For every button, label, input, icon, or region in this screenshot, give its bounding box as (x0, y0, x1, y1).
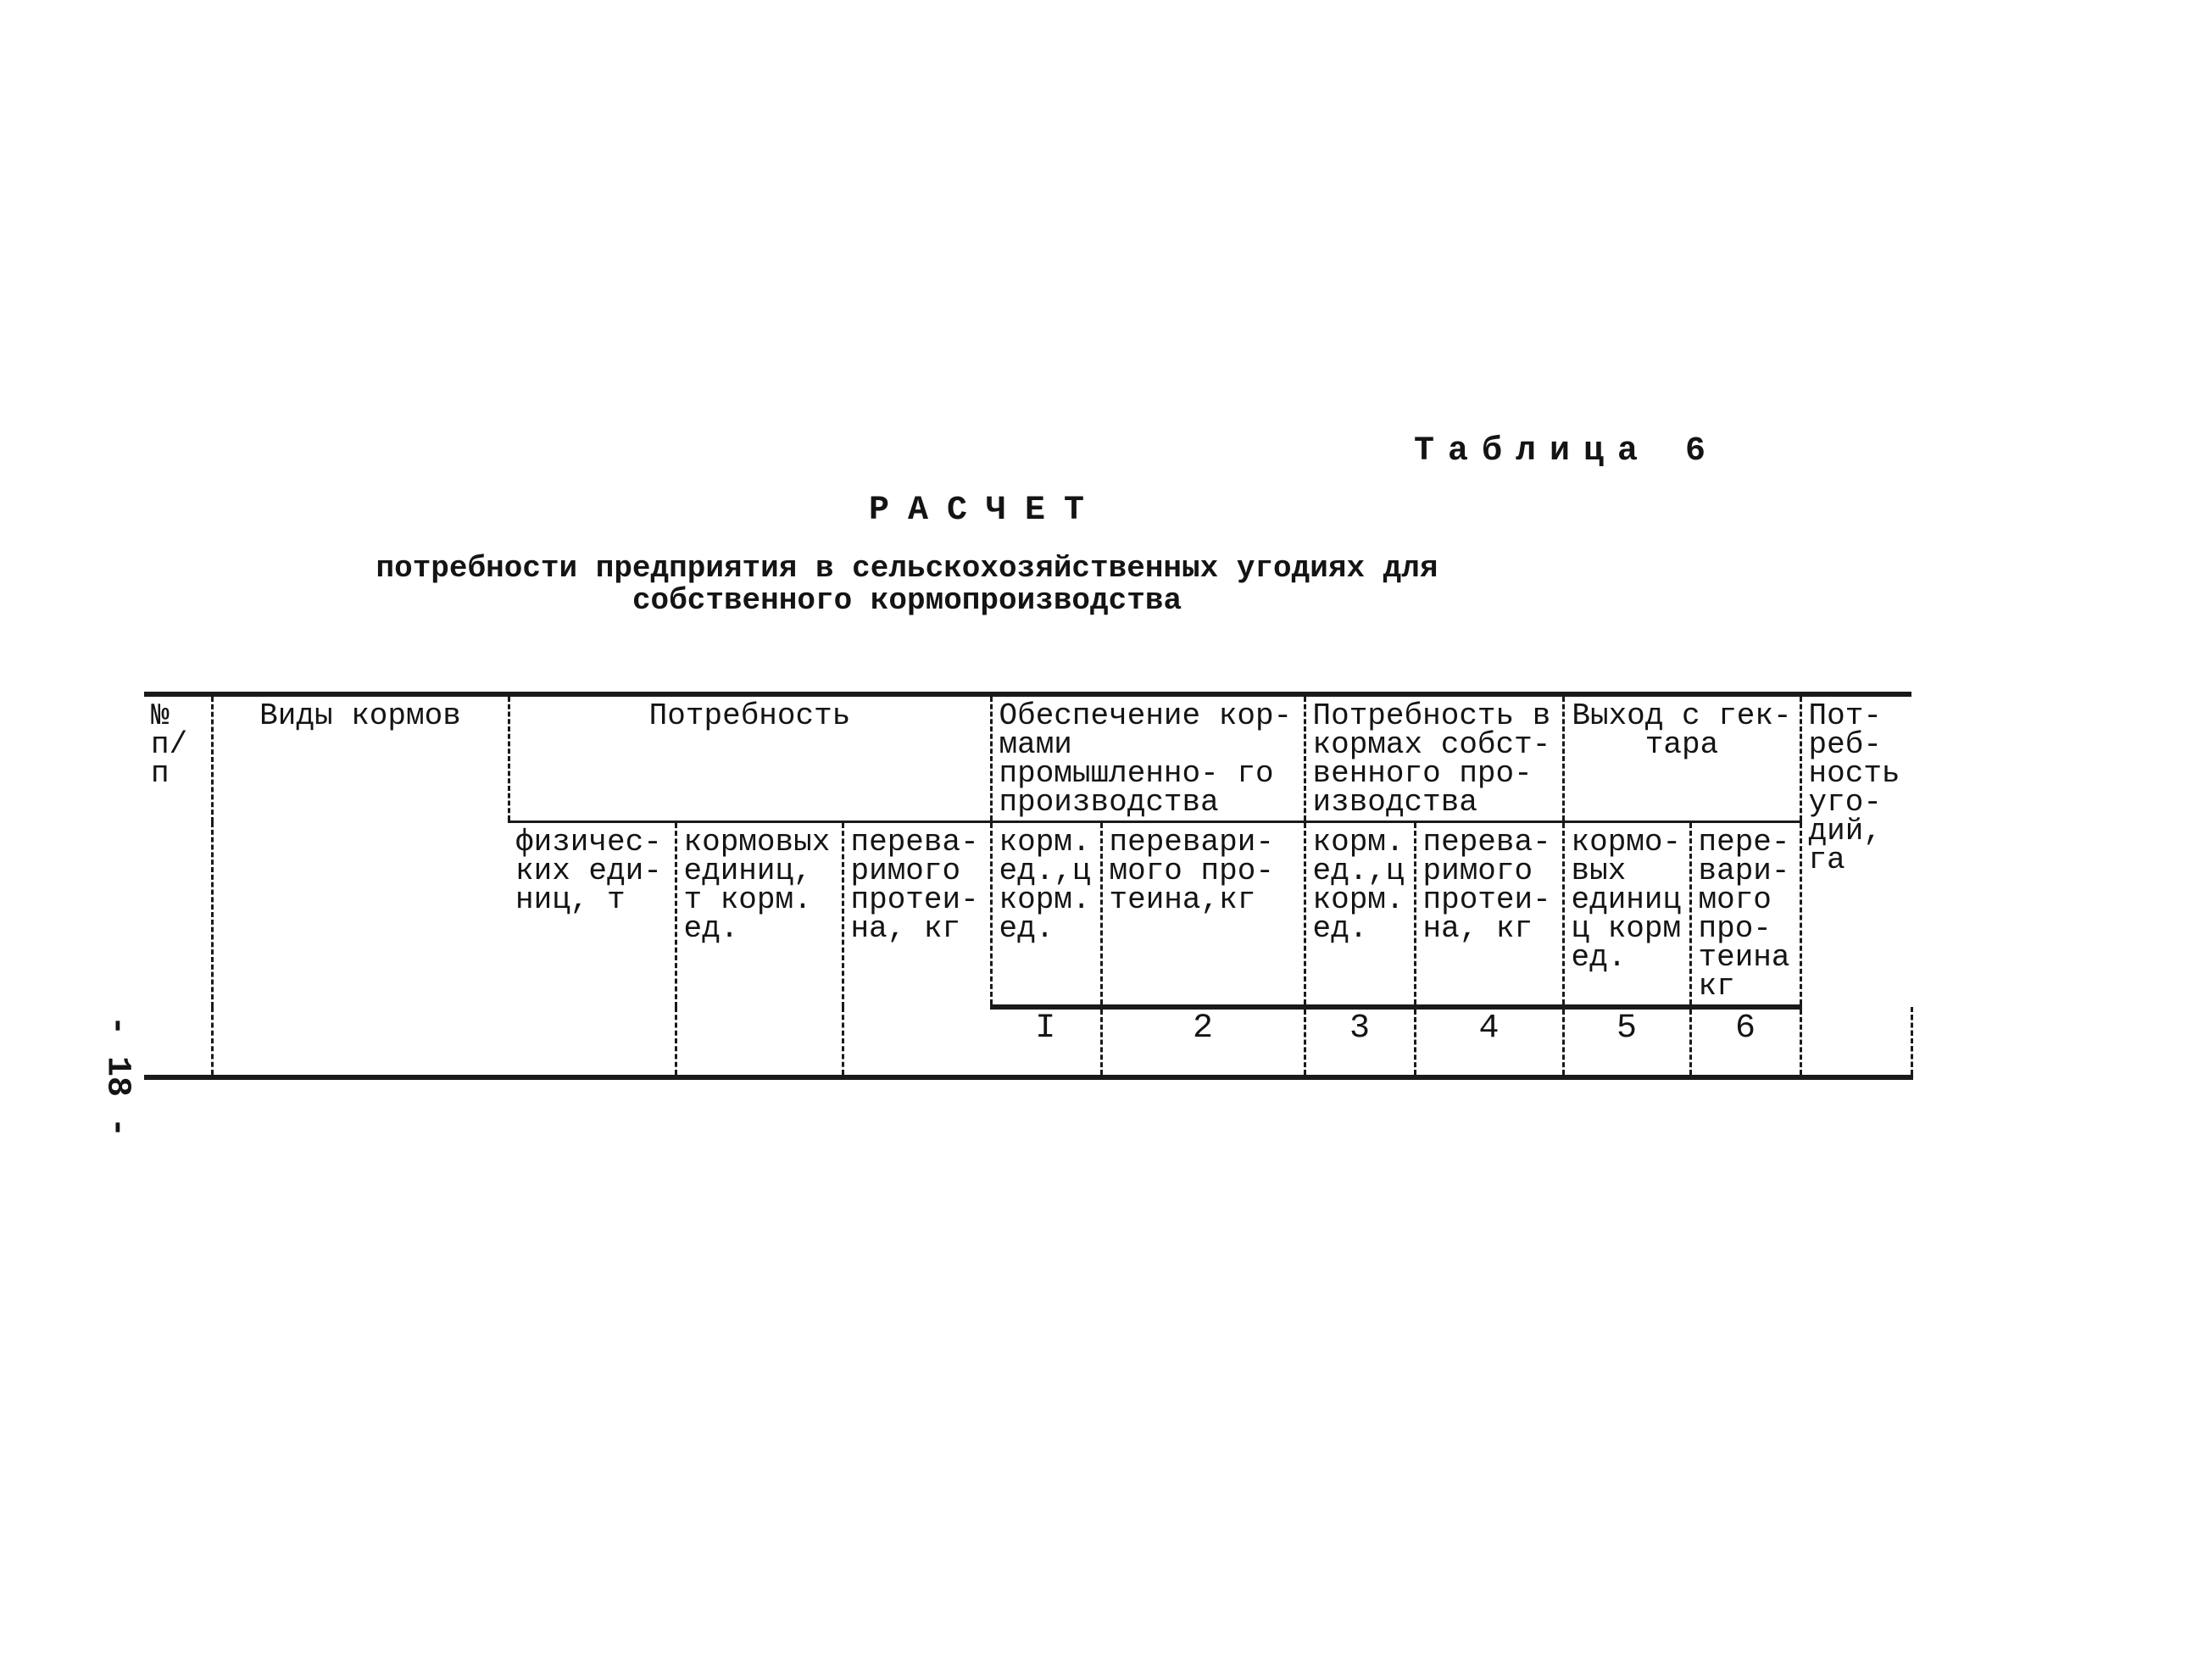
column-number-cell: 5 (1563, 1007, 1690, 1077)
column-number-cell: 3 (1305, 1007, 1415, 1077)
header-need-physical: физичес- ких еди- ниц, т (509, 822, 676, 1078)
column-number-cell: I (991, 1007, 1101, 1077)
header-need-protein: перева- римого протеи- на, кг (843, 822, 991, 1078)
header-own-production-group: Потребность в кормах собст- венного про- изводства (1305, 694, 1563, 822)
header-yield-feed-units: кормо- вых единиц ц корм ед. (1563, 822, 1690, 1008)
header-own-protein: перева- римого протеи- на, кг (1415, 822, 1563, 1008)
subtitle-line-1: потребности предприятия в сельскохозяйственных угодиях для (376, 551, 1438, 586)
header-yield-group: Выход с гек- тара (1563, 694, 1800, 822)
header-industrial-protein: перевари- мого про- теина,кг (1101, 822, 1305, 1008)
header-own-feed-units: корм. ед.,ц корм. ед. (1305, 822, 1415, 1008)
header-industrial-feed-units: корм. ед.,ц корм. ед. (991, 822, 1101, 1008)
header-need-feed-units: кормовых единиц, т корм. ед. (676, 822, 843, 1078)
header-col-land-need: Пот- реб- ность уго- дий, га (1800, 694, 1911, 1077)
page-number (97, 1013, 136, 1140)
header-industrial-group: Обеспечение кор- мами промышленно- го производства (991, 694, 1305, 822)
subtitle-line-2: собственного кормопроизводства (632, 583, 1182, 618)
header-yield-protein: пере- вари- мого про- теина кг (1690, 822, 1800, 1008)
document-subtitle (314, 553, 1500, 617)
column-number-cell: 6 (1690, 1007, 1800, 1077)
header-need-group: Потребность (509, 694, 991, 822)
header-col-feed-kind: Виды кормов (212, 694, 509, 1077)
calculation-table-wrapper (144, 692, 1911, 1080)
column-number-cell: 4 (1415, 1007, 1563, 1077)
document-title: РАСЧЕТ (869, 492, 1104, 530)
page-number-text: - 18 - (97, 1015, 136, 1138)
table-label: Таблица 6 (1414, 432, 1720, 470)
header-row-1 (144, 694, 1911, 822)
header-col-number: № п/п (144, 694, 212, 1077)
column-number-cell: 2 (1101, 1007, 1305, 1077)
calculation-table (144, 692, 1911, 1080)
